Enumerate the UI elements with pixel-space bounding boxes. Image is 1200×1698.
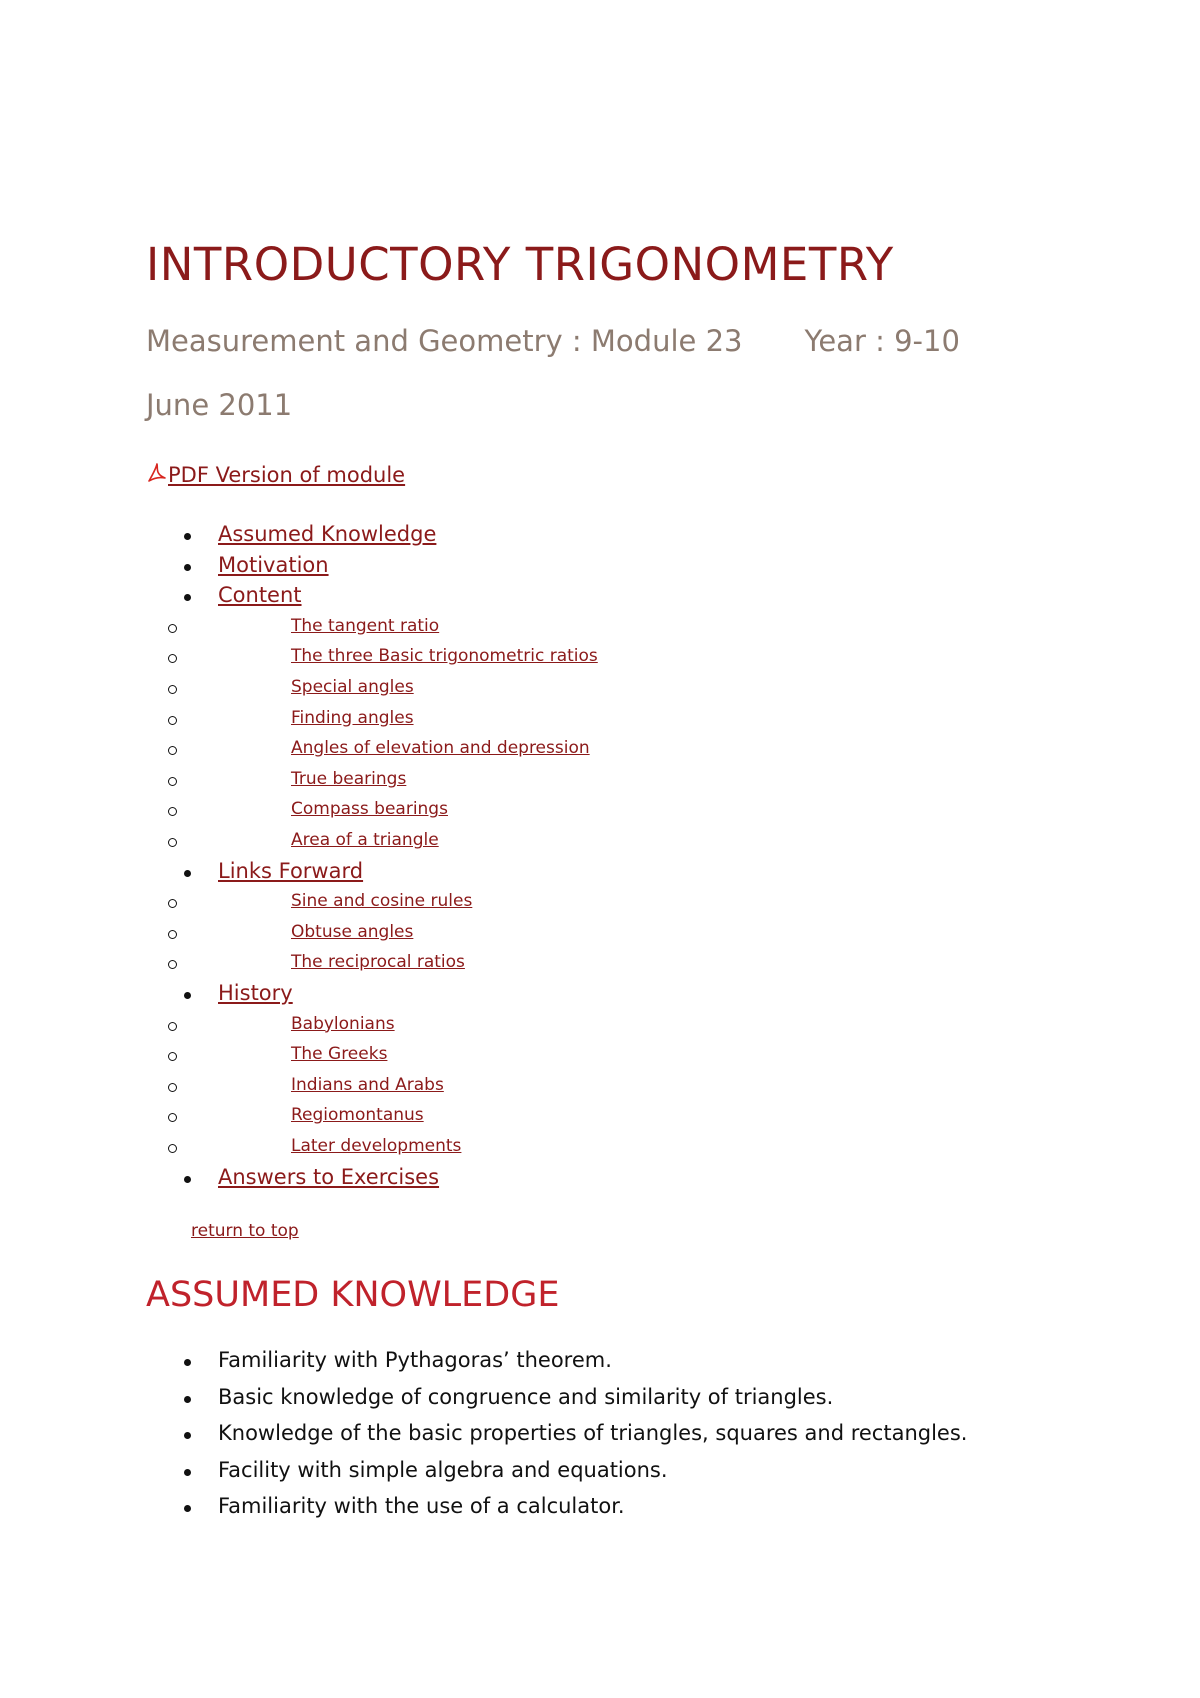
toc-link[interactable]: Answers to Exercises xyxy=(218,1164,440,1189)
bullet-icon xyxy=(184,533,191,540)
toc-sublink[interactable]: The three Basic trigonometric ratios xyxy=(291,646,598,667)
assumed-knowledge-item: Basic knowledge of congruence and similarity of triangles. xyxy=(218,1384,834,1409)
bullet-icon xyxy=(184,870,191,877)
toc-link[interactable]: Links Forward xyxy=(218,858,364,883)
toc-sublink[interactable]: Indians and Arabs xyxy=(291,1074,444,1095)
circle-bullet-icon xyxy=(168,807,177,816)
bullet-icon xyxy=(184,1359,191,1366)
circle-bullet-icon xyxy=(168,838,177,847)
circle-bullet-icon xyxy=(168,654,177,663)
circle-bullet-icon xyxy=(168,1022,177,1031)
circle-bullet-icon xyxy=(168,1144,177,1153)
assumed-knowledge-item: Familiarity with the use of a calculator. xyxy=(218,1494,625,1518)
toc-sublink[interactable]: Later developments xyxy=(291,1136,462,1156)
circle-bullet-icon xyxy=(168,930,177,939)
toc-sublink[interactable]: The Greeks xyxy=(291,1044,388,1065)
bullet-icon xyxy=(184,992,191,999)
circle-bullet-icon xyxy=(168,1113,177,1122)
circle-bullet-icon xyxy=(168,685,177,694)
toc-link[interactable]: Motivation xyxy=(218,552,329,577)
bullet-icon xyxy=(184,1469,191,1476)
toc-sublink[interactable]: Sine and cosine rules xyxy=(291,891,473,912)
toc-sublink[interactable]: The tangent ratio xyxy=(291,615,440,636)
toc-link[interactable]: History xyxy=(218,981,293,1005)
publication-date: June 2011 xyxy=(146,388,293,422)
circle-bullet-icon xyxy=(168,716,177,725)
toc-sublink[interactable]: Regiomontanus xyxy=(291,1105,424,1126)
toc-sublink[interactable]: The reciprocal ratios xyxy=(291,952,465,973)
assumed-knowledge-item: Familiarity with Pythagoras’ theorem. xyxy=(218,1348,612,1372)
pdf-link-row xyxy=(146,462,405,487)
bullet-icon xyxy=(184,1432,191,1439)
year-label: Year : 9-10 xyxy=(804,324,960,358)
page-title: INTRODUCTORY TRIGONOMETRY xyxy=(146,238,894,291)
module-label: Measurement and Geometry : Module 23 xyxy=(146,324,743,358)
toc-sublink[interactable]: Area of a triangle xyxy=(291,830,439,850)
pdf-version-link[interactable]: PDF Version of module xyxy=(168,463,406,487)
toc-sublink[interactable]: Finding angles xyxy=(291,707,414,728)
assumed-knowledge-item: Facility with simple algebra and equations. xyxy=(218,1457,668,1482)
bullet-icon xyxy=(184,1176,191,1183)
toc-sublink[interactable]: True bearings xyxy=(291,768,407,789)
toc-sublink[interactable]: Obtuse angles xyxy=(291,921,414,942)
module-subtitle xyxy=(146,324,960,358)
toc-link[interactable]: Assumed Knowledge xyxy=(218,522,437,546)
bullet-icon xyxy=(184,1396,191,1403)
circle-bullet-icon xyxy=(168,960,177,969)
circle-bullet-icon xyxy=(168,777,177,786)
toc-link[interactable]: Content xyxy=(218,583,302,608)
circle-bullet-icon xyxy=(168,746,177,755)
assumed-knowledge-item: Knowledge of the basic properties of triangles, squares and rectangles. xyxy=(218,1421,968,1445)
circle-bullet-icon xyxy=(168,1052,177,1061)
circle-bullet-icon xyxy=(168,899,177,908)
circle-bullet-icon xyxy=(168,624,177,633)
toc-sublink[interactable]: Special angles xyxy=(291,677,414,697)
toc-sublink[interactable]: Compass bearings xyxy=(291,799,448,820)
return-to-top-link[interactable]: return to top xyxy=(191,1221,299,1241)
pdf-icon xyxy=(146,462,168,484)
bullet-icon xyxy=(184,564,191,571)
circle-bullet-icon xyxy=(168,1083,177,1092)
assumed-knowledge-heading: ASSUMED KNOWLEDGE xyxy=(146,1275,560,1315)
bullet-icon xyxy=(184,594,191,601)
toc-sublink[interactable]: Babylonians xyxy=(291,1013,395,1034)
bullet-icon xyxy=(184,1505,191,1512)
toc-sublink[interactable]: Angles of elevation and depression xyxy=(291,738,590,759)
